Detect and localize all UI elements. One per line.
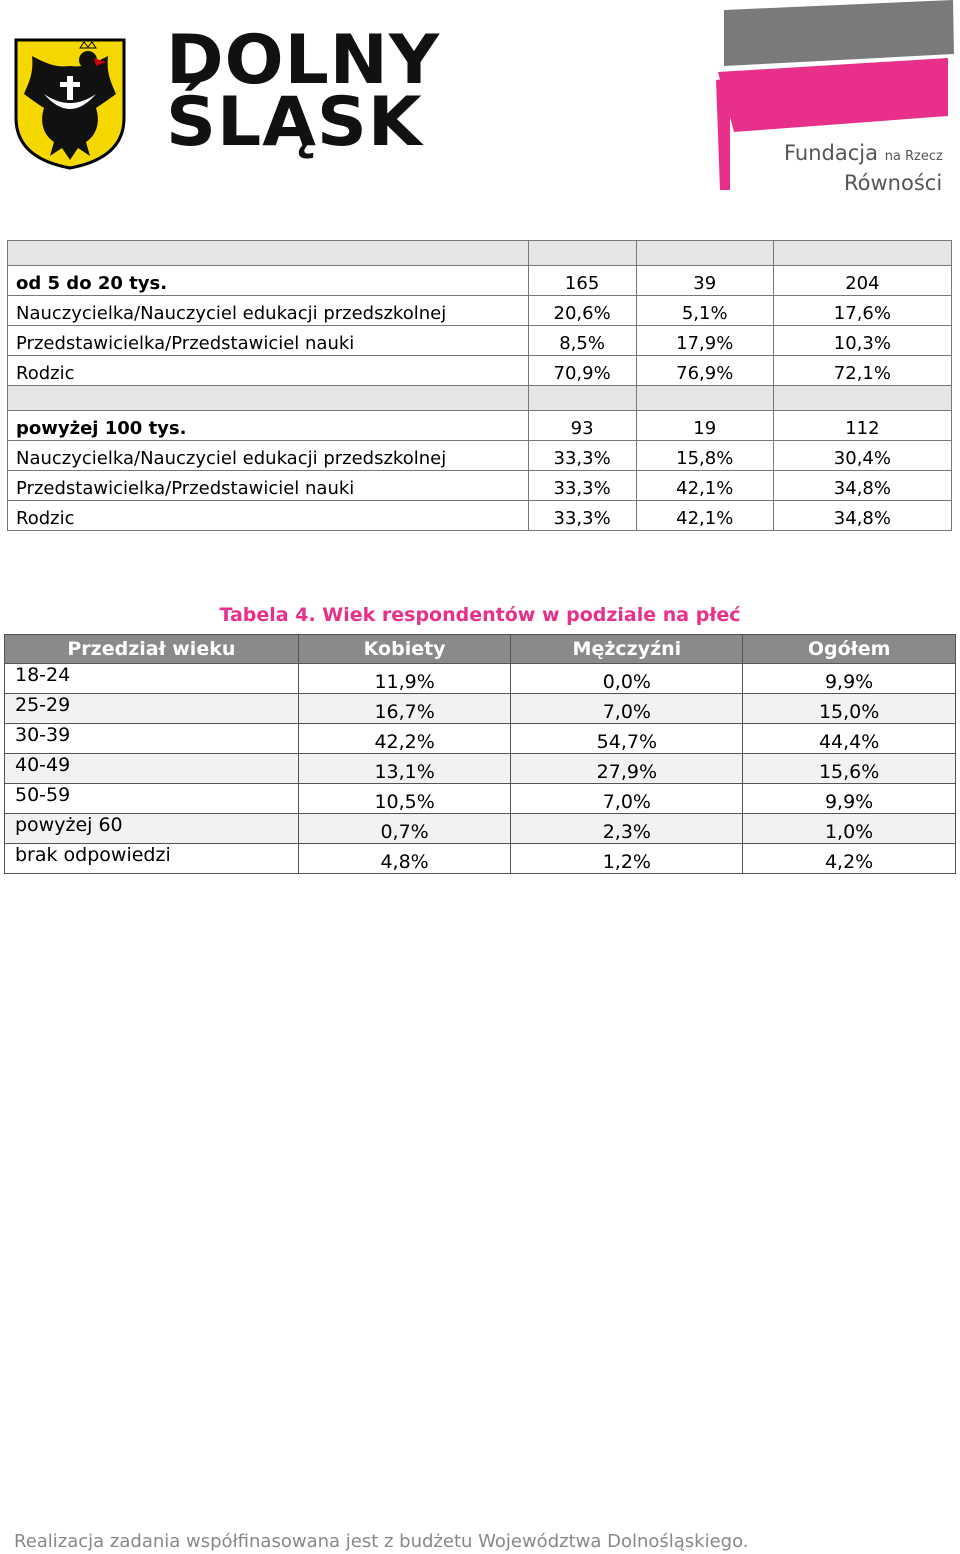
row-label: Nauczycielka/Nauczyciel edukacji przedszkolnej [8,441,529,471]
table-row [8,441,952,471]
value-cell: 33,3% [528,471,636,501]
value-cell: 42,2% [298,724,511,754]
table-row [8,296,952,326]
fundacja-logo-text [784,140,943,196]
value-cell: 34,8% [773,471,951,501]
group-total-cell: 204 [773,266,951,296]
row-label: Rodzic [8,501,529,531]
row-label: 30-39 [5,724,299,754]
group-separator-row [8,241,952,266]
age-table [4,634,956,874]
value-cell: 1,2% [511,844,743,874]
value-cell: 17,9% [636,326,773,356]
table-row [5,844,956,874]
value-cell: 33,3% [528,441,636,471]
value-cell: 54,7% [511,724,743,754]
column-header: Przedział wieku [5,635,299,664]
table-header-row [5,635,956,664]
value-cell: 13,1% [298,754,511,784]
value-cell: 17,6% [773,296,951,326]
row-label: 50-59 [5,784,299,814]
fundacja-word: Fundacja [784,141,878,165]
value-cell: 20,6% [528,296,636,326]
eagle-coat-of-arms-icon [14,38,126,170]
value-cell: 9,9% [743,784,956,814]
value-cell: 42,1% [636,501,773,531]
row-label: powyżej 60 [5,814,299,844]
table-caption: Tabela 4. Wiek respondentów w podziale na płeć [219,604,741,626]
value-cell: 42,1% [636,471,773,501]
row-label: 40-49 [5,754,299,784]
logo-line-1: DOLNY [166,21,441,100]
table-row [5,784,956,814]
row-label: Przedstawicielka/Przedstawiciel nauki [8,471,529,501]
table-row [5,754,956,784]
group-label: powyżej 100 tys. [8,411,529,441]
value-cell: 15,6% [743,754,956,784]
value-cell: 34,8% [773,501,951,531]
value-cell: 44,4% [743,724,956,754]
value-cell: 8,5% [528,326,636,356]
table-row [5,814,956,844]
row-label: 25-29 [5,694,299,724]
rownosci-word: Równości [844,171,943,195]
row-label: Nauczycielka/Nauczyciel edukacji przedszkolnej [8,296,529,326]
value-cell: 70,9% [528,356,636,386]
table-row [5,724,956,754]
value-cell: 1,0% [743,814,956,844]
value-cell: 7,0% [511,784,743,814]
group-separator-row [8,386,952,411]
na-rzecz-word: na Rzecz [884,149,943,164]
table-row [5,694,956,724]
table-row [8,356,952,386]
value-cell: 4,2% [743,844,956,874]
column-header: Kobiety [298,635,511,664]
group-total-cell: 165 [528,266,636,296]
column-header: Ogółem [743,635,956,664]
value-cell: 9,9% [743,664,956,694]
value-cell: 15,8% [636,441,773,471]
funding-footer: Realizacja zadania współfinasowana jest z budżetu Województwa Dolnośląskiego. [14,1531,749,1552]
dolny-slask-logo [166,21,441,162]
value-cell: 30,4% [773,441,951,471]
group-header-row [8,266,952,296]
row-label: Rodzic [8,356,529,386]
table-row [8,326,952,356]
value-cell: 0,7% [298,814,511,844]
value-cell: 27,9% [511,754,743,784]
town-size-table [7,240,952,531]
value-cell: 4,8% [298,844,511,874]
group-total-cell: 19 [636,411,773,441]
value-cell: 72,1% [773,356,951,386]
table-row [5,664,956,694]
table-row [8,471,952,501]
value-cell: 5,1% [636,296,773,326]
value-cell: 16,7% [298,694,511,724]
value-cell: 10,5% [298,784,511,814]
value-cell: 33,3% [528,501,636,531]
group-total-cell: 112 [773,411,951,441]
group-label: od 5 do 20 tys. [8,266,529,296]
row-label: 18-24 [5,664,299,694]
value-cell: 2,3% [511,814,743,844]
value-cell: 15,0% [743,694,956,724]
value-cell: 76,9% [636,356,773,386]
value-cell: 11,9% [298,664,511,694]
value-cell: 7,0% [511,694,743,724]
row-label: Przedstawicielka/Przedstawiciel nauki [8,326,529,356]
row-label: brak odpowiedzi [5,844,299,874]
column-header: Mężczyźni [511,635,743,664]
table-row [8,501,952,531]
logo-line-2: ŚLĄSK [166,83,423,162]
value-cell: 0,0% [511,664,743,694]
value-cell: 10,3% [773,326,951,356]
group-header-row [8,411,952,441]
group-total-cell: 39 [636,266,773,296]
group-total-cell: 93 [528,411,636,441]
